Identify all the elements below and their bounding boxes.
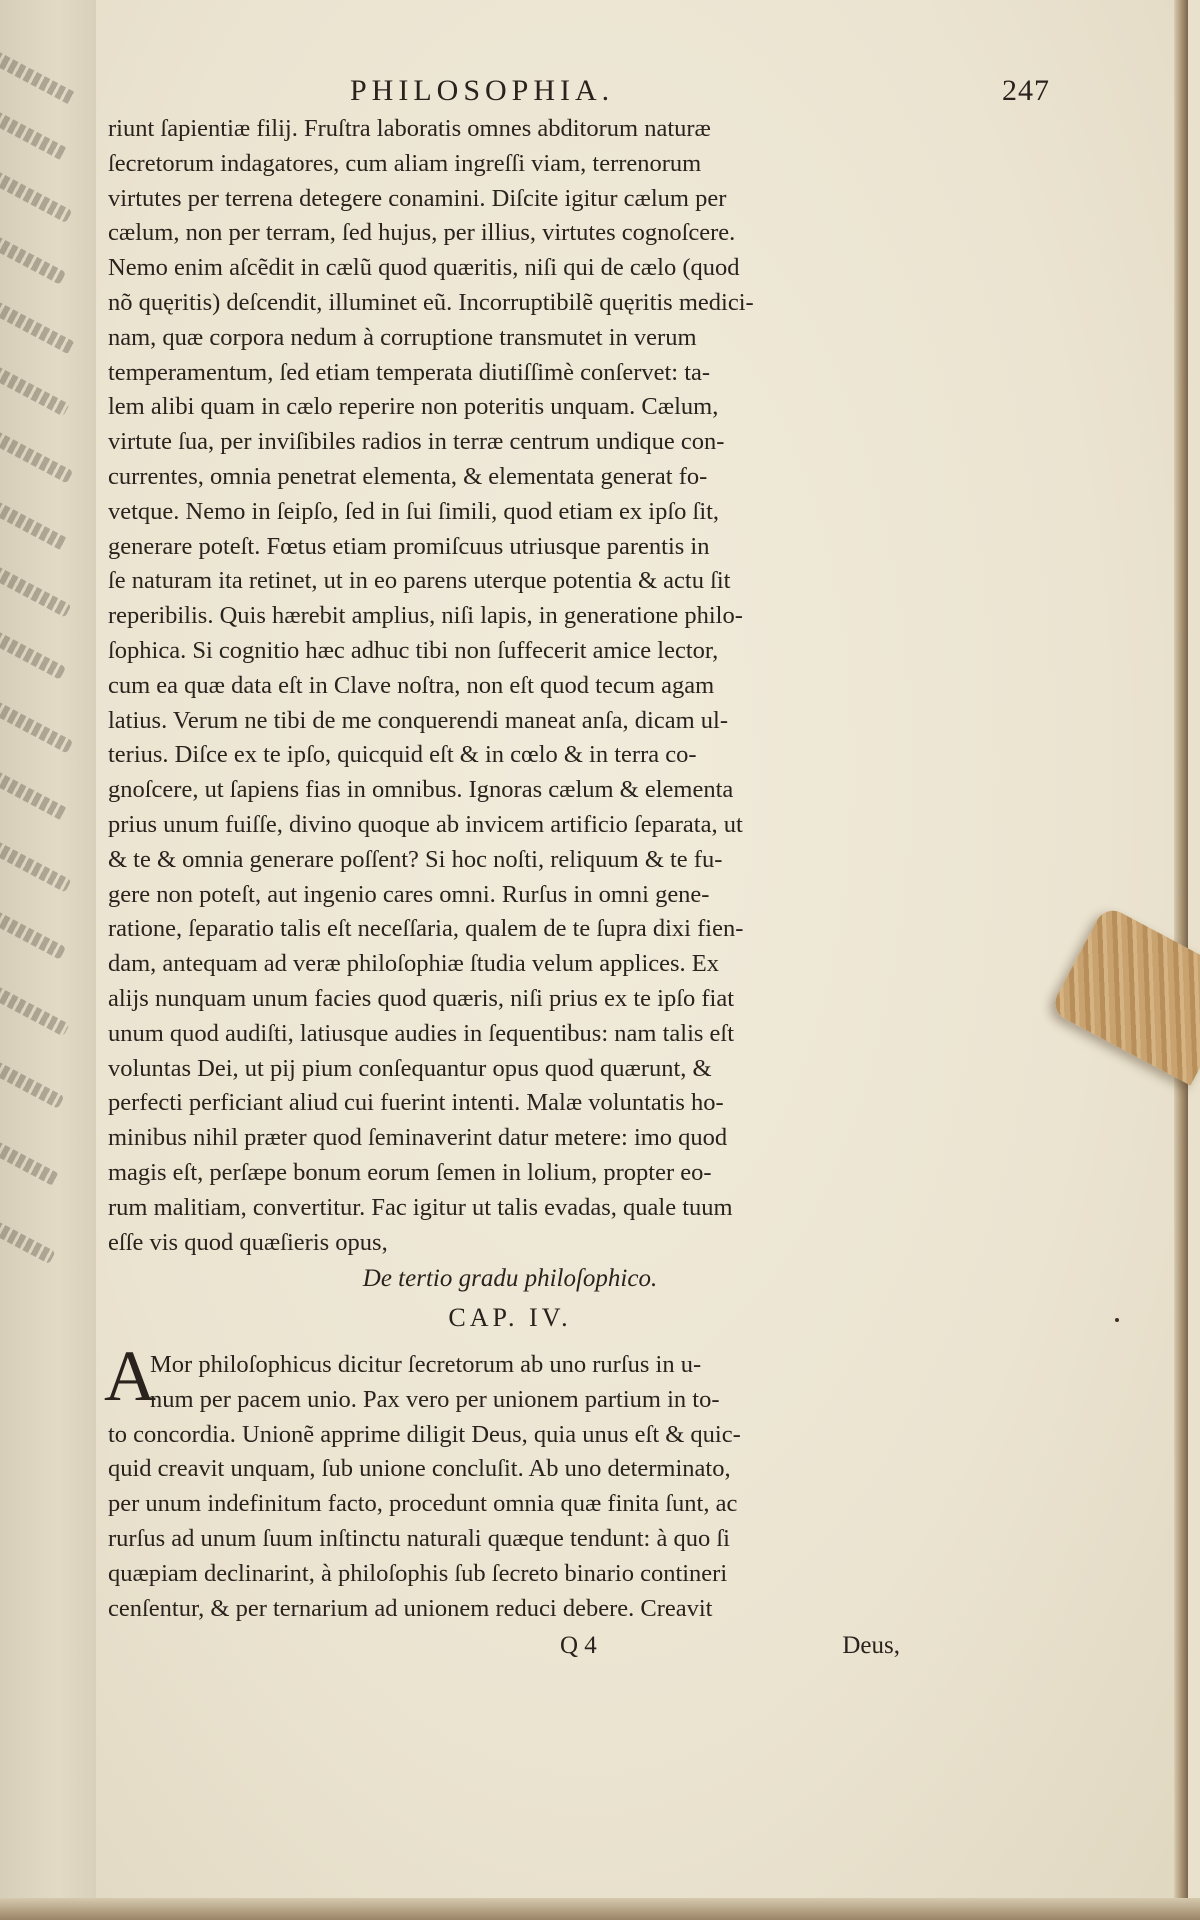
text-line: Nemo enim aſcẽdit in cælũ quod quæritis, niſi qui de cælo (quod: [108, 254, 740, 282]
bleed-through-mark: [0, 431, 73, 484]
bleed-through-mark: [0, 51, 77, 106]
text-line: ſophica. Si cognitio hæc adhuc tibi non ſuffecerit amice lector,: [108, 636, 719, 664]
bleed-through-mark: [0, 1221, 56, 1264]
facing-page-gutter: [0, 0, 98, 1920]
text-line: rurſus ad unum ſuum inſtinctu naturali quæque tendunt: à quo ſi: [108, 1524, 730, 1552]
text-line: ratione, ſeparatio talis eſt neceſſaria, qualem de te ſupra dixi fien-: [108, 915, 744, 943]
bleed-through-mark: [0, 986, 70, 1037]
text-line: magis eſt, perſæpe bonum eorum ſemen in lolium, propter eo-: [108, 1158, 712, 1186]
text-line: lem alibi quam in cælo reperire non poteritis unquam. Cælum,: [108, 393, 719, 421]
catchword: Deus,: [842, 1632, 900, 1659]
text-line: rum malitiam, convertitur. Fac igitur ut talis evadas, quale tuum: [108, 1193, 733, 1221]
running-head: [350, 74, 1070, 114]
text-line: quæpiam declinarint, à philoſophis ſub ſecreto binario contineri: [108, 1559, 728, 1587]
text-line: cenſentur, & per ternarium ad unionem reduci debere. Creavit: [108, 1594, 713, 1622]
text-line: temperamentum, ſed etiam temperata diutiſſimè conſervet: ta-: [108, 358, 711, 386]
bleed-through-mark: [0, 111, 68, 161]
text-line: cum ea quæ data eſt in Clave noſtra, non eſt quod tecum agam: [108, 671, 715, 699]
text-line: eſſe vis quod quæſieris opus,: [108, 1228, 388, 1256]
text-line: gere non poteſt, aut ingenio cares omni. Rurſus in omni gene-: [108, 880, 710, 908]
text-line: voluntas Dei, ut pij pium conſequantur opus quod quærunt, &: [108, 1054, 712, 1082]
text-line: nam, quæ corpora nedum à corruptione transmutet in verum: [108, 323, 697, 351]
text-line: riunt ſapientiæ filij. Fruſtra laboratis omnes abditorum naturæ: [108, 115, 711, 142]
text-line: & te & omnia generare poſſent? Si hoc noſti, reliquum & te fu-: [108, 845, 723, 873]
bleed-through-mark: [0, 911, 66, 960]
body-text: [108, 112, 908, 1260]
text-line: to concordia. Unionẽ apprime diligit Deus, quia unus eſt & quic-: [108, 1420, 741, 1448]
text-line: num per pacem unio. Pax vero per unionem partium in to-: [150, 1385, 720, 1413]
text-line: virtute ſua, per inviſibiles radios in terræ centrum undique con-: [108, 428, 725, 456]
bleed-through-mark: [0, 701, 73, 754]
text-line: gnoſcere, ut ſapiens fias in omnibus. Ignoras cælum & elementa: [108, 776, 734, 804]
text-line: virtutes per terrena detegere conamini. Diſcite igitur cælum per: [108, 184, 727, 212]
bleed-through-mark: [0, 301, 75, 355]
text-line: currentes, omnia penetrat elementa, & elementata generat fo-: [108, 462, 708, 490]
text-line: prius unum fuiſſe, divino quoque ab invicem artificio ſeparata, ut: [108, 810, 743, 838]
bleed-through-mark: [0, 841, 71, 893]
page-number: 247: [1002, 74, 1050, 107]
text-line: latius. Verum ne tibi de me conquerendi maneat anſa, dicam ul-: [108, 706, 729, 734]
text-line: Mor philoſophicus dicitur ſecretorum ab uno rurſus in u-: [150, 1351, 702, 1378]
text-line: nõ quęritis) deſcendit, illuminet eũ. Incorruptibilẽ quęritis medici-: [108, 288, 754, 316]
text-line: terius. Diſce ex te ipſo, quicquid eſt & in cœlo & in terra co-: [108, 741, 697, 769]
text-line: per unum indefinitum facto, procedunt omnia quæ finita ſunt, ac: [108, 1490, 738, 1518]
bleed-through-mark: [0, 631, 66, 680]
bleed-through-mark: [0, 1061, 64, 1109]
bleed-through-mark: [0, 366, 70, 417]
bleed-through-mark: [0, 171, 72, 223]
text-line: quid creavit unquam, ſub unione concluſit. Ab uno determinato,: [108, 1455, 731, 1483]
text-line: cælum, non per terram, ſed hujus, per illius, virtutes cognoſcere.: [108, 219, 736, 247]
chapter-text: [108, 1348, 908, 1626]
bleed-through-mark: [0, 236, 66, 285]
text-line: unum quod audiſti, latiusque audies in ſequentibus: nam talis eſt: [108, 1019, 735, 1047]
page-footer: [560, 1632, 900, 1666]
bleed-through-mark: [0, 1141, 59, 1186]
text-line: reperibilis. Quis hærebit amplius, niſi lapis, in generatione philo-: [108, 602, 743, 630]
text-line: minibus nihil præter quod ſeminaverint datur metere: imo quod: [108, 1124, 728, 1152]
bleed-through-mark: [0, 771, 68, 821]
bleed-through-mark: [0, 566, 71, 618]
chapter-number: CAP. IV.: [448, 1303, 572, 1332]
text-line: ſecretorum indagatores, cum aliam ingreſſi viam, terrenorum: [108, 149, 702, 177]
text-line: ſe naturam ita retinet, ut in eo parens uterque potentia & actu ſit: [108, 567, 731, 595]
text-line: vetque. Nemo in ſeipſo, ſed in ſui ſimili, quod etiam ex ipſo ſit,: [108, 497, 720, 525]
bleed-through-mark: [0, 501, 68, 551]
signature-mark: Q 4: [560, 1632, 597, 1659]
drop-capital: A: [104, 1336, 156, 1416]
running-title: PHILOSOPHIA.: [350, 74, 615, 107]
text-line: dam, antequam ad veræ philoſophiæ ſtudia velum applices. Ex: [108, 950, 720, 978]
text-line: generare poteſt. Fœtus etiam promiſcuus utriusque parentis in: [108, 532, 710, 560]
text-line: perfecti perficiant aliud cui fuerint intenti. Malæ voluntatis ho-: [108, 1089, 724, 1117]
section-heading: De tertio gradu philoſophico.: [362, 1265, 658, 1292]
page-edge-bottom: [0, 1898, 1200, 1920]
text-line: alijs nunquam unum facies quod quæris, niſi prius ex te ipſo fiat: [108, 984, 735, 1012]
ink-speck: [1115, 1318, 1119, 1322]
